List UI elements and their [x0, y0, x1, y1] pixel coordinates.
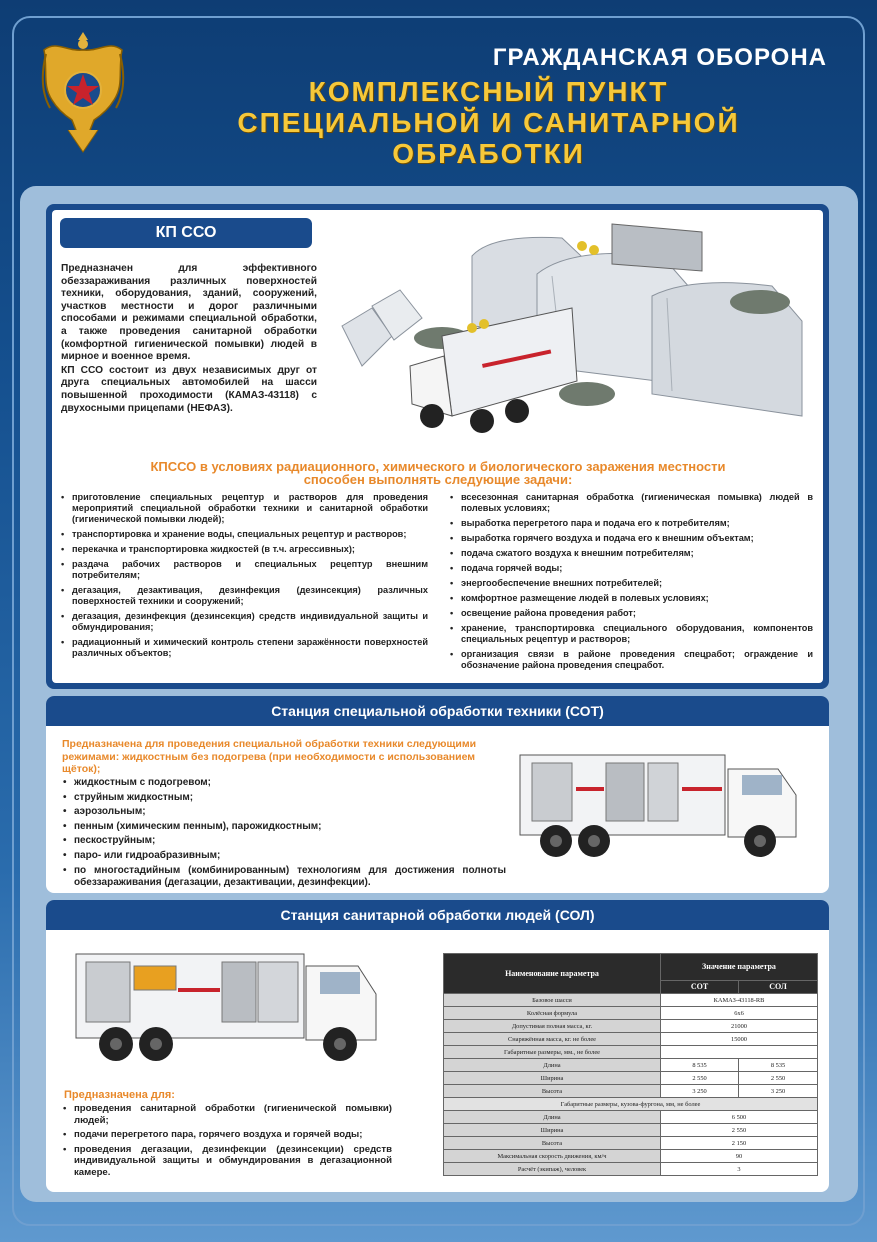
table-row — [444, 1150, 818, 1163]
col-sot-header: СОТ — [661, 980, 739, 993]
intro-paragraph-1: Предназначен для эффективного обеззараживания различных поверхностей техники, оборудования, зданий, сооружений, участков местности и дорог различными способами и режимами специальной обработки, а также проведения санитарной обработки (комфортной гигиенической помывки) людей в мирное и военное время. — [61, 263, 317, 363]
param-value — [661, 1046, 818, 1059]
list-item: • проведения дегазации, дезинфекции (дезинсекции) средств индивидуальной защиты и обмундирования в дегазационной камере. — [62, 1144, 392, 1179]
param-name: Высота — [444, 1137, 661, 1150]
col-sol-header: СОЛ — [739, 980, 818, 993]
param-value-sot: 3 250 — [661, 1085, 739, 1098]
param-name: Расчёт (экипаж), человек — [444, 1163, 661, 1176]
table-row — [444, 1020, 818, 1033]
sol-purpose-list — [62, 1103, 392, 1182]
list-item: • струйным жидкостным; — [62, 792, 506, 804]
list-item: • аэрозольным; — [62, 806, 506, 818]
list-item: • всесезонная санитарная обработка (гигиеническая помывка) людей в полевых условиях; — [449, 492, 813, 514]
tasks-list-left — [60, 492, 428, 663]
table-row — [444, 1046, 818, 1059]
intro-paragraph-2: КП ССО состоит из двух независимых друг от друга специальных автомобилей на шасси повышенной проходимости (КАМАЗ-43118) с двухосными прицепами (НЕФАЗ). — [61, 364, 317, 414]
list-item: • перекачка и транспортировка жидкостей (в т.ч. агрессивных); — [60, 544, 428, 555]
table-row — [444, 1033, 818, 1046]
group-name: Габаритные размеры, кузова-фургона, мм, не более — [444, 1098, 818, 1111]
col-name-header: Наименование параметра — [444, 954, 661, 994]
param-value-sol: 3 250 — [739, 1085, 818, 1098]
main-title-line1: КОМПЛЕКСНЫЙ ПУНКТ — [308, 76, 669, 107]
main-title-line2: СПЕЦИАЛЬНОЙ И САНИТАРНОЙ ОБРАБОТКИ — [237, 107, 740, 169]
table-row — [444, 1072, 818, 1085]
kpsso-label: КП ССО — [60, 218, 312, 248]
table-row — [444, 1163, 818, 1176]
list-item: • радиационный и химический контроль степени заражённости поверхностей различных объектов; — [60, 637, 428, 659]
param-value-sol: 8 535 — [739, 1059, 818, 1072]
param-name: Длина — [444, 1059, 661, 1072]
sol-truck-image — [72, 944, 382, 1066]
param-value: 2 550 — [661, 1124, 818, 1137]
table-group-row — [444, 1098, 818, 1111]
param-name: Габаритные размеры, мм., не более — [444, 1046, 661, 1059]
param-value: КАМАЗ-43118-RB — [661, 994, 818, 1007]
param-name: Максимальная скорость движения, км/ч — [444, 1150, 661, 1163]
kpsso-deployment-illustration — [332, 216, 818, 442]
list-item: • пескоструйным; — [62, 835, 506, 847]
list-item: • паро- или гидроабразивным; — [62, 850, 506, 862]
list-item: • жидкостным с подогревом; — [62, 777, 506, 789]
table-row — [444, 1007, 818, 1020]
list-item: • по многостадийным (комбинированным) технологиям для достижения полноты обеззараживания (дегазации, дезактивации, дезинфекции). — [62, 865, 506, 889]
param-value: 6 500 — [661, 1111, 818, 1124]
param-value: 3 — [661, 1163, 818, 1176]
table-row — [444, 1059, 818, 1072]
param-value: 6х6 — [661, 1007, 818, 1020]
list-item: • дегазация, дезинфекция (дезинсекция) средств индивидуальной защиты и обмундирования; — [60, 611, 428, 633]
list-item: • подачи перегретого пара, горячего воздуха и горячей воды; — [62, 1129, 392, 1141]
list-item: • дегазация, дезактивация, дезинфекция (дезинсекция) различных поверхностей техники и сооружений; — [60, 585, 428, 607]
table-row — [444, 1124, 818, 1137]
table-row — [444, 1085, 818, 1098]
tasks-heading-line2: способен выполнять следующие задачи: — [303, 472, 573, 487]
param-name: Базовое шасси — [444, 994, 661, 1007]
table-row — [444, 994, 818, 1007]
list-item: • проведения санитарной обработки (гигиенической помывки) людей; — [62, 1103, 392, 1126]
param-value-sot: 8 535 — [661, 1059, 739, 1072]
list-item: • энергообеспечение внешних потребителей; — [449, 578, 813, 589]
param-name: Колёсная формула — [444, 1007, 661, 1020]
header-top-title: ГРАЖДАНСКАЯ ОБОРОНА — [492, 44, 827, 71]
param-name: Ширина — [444, 1124, 661, 1137]
param-name: Длина — [444, 1111, 661, 1124]
sot-lead-text: Предназначена для проведения специальной обработки техники следующими режимами: жидкостным без подогрева (при необходимости с использованием щёток); — [62, 738, 477, 775]
sot-modes-list — [62, 777, 506, 891]
list-item: • комфортное размещение людей в полевых условиях; — [449, 593, 813, 604]
kpsso-tasks-heading — [60, 460, 816, 486]
list-item: • хранение, транспортировка специального оборудования, компонентов специальных рецептур и растворов; — [449, 623, 813, 645]
param-value-sot: 2 550 — [661, 1072, 739, 1085]
kpsso-intro — [61, 263, 317, 416]
param-name: Снаряжённая масса, кг. не более — [444, 1033, 661, 1046]
list-item: • организация связи в районе проведения спецработ; ограждение и обозначение района проведения спецработ. — [449, 649, 813, 671]
list-item: • освещение района проведения работ; — [449, 608, 813, 619]
sot-panel-title: Станция специальной обработки техники (СОТ) — [46, 696, 829, 726]
list-item: • транспортировка и хранение воды, специальных рецептур и растворов; — [60, 529, 428, 540]
list-item: • выработка перегретого пара и подача его к потребителям; — [449, 518, 813, 529]
list-item: • приготовление специальных рецептур и растворов для проведения мероприятий специальной обработки техники и санитарной обработки (гигиенической помывки людей); — [60, 492, 428, 525]
tasks-list-right — [449, 492, 813, 675]
list-item: • раздача рабочих растворов и специальных рецептур внешним потребителям; — [60, 559, 428, 581]
table-header-row — [444, 954, 818, 981]
param-name: Допустимая полная масса, кг. — [444, 1020, 661, 1033]
table-row — [444, 1137, 818, 1150]
list-item: • выработка горячего воздуха и подача его к внешним объектам; — [449, 533, 813, 544]
sol-panel-title: Станция санитарной обработки людей (СОЛ) — [46, 900, 829, 930]
double-headed-eagle-emblem-icon — [38, 30, 128, 154]
param-name: Ширина — [444, 1072, 661, 1085]
param-value: 2 150 — [661, 1137, 818, 1150]
sot-truck-image — [516, 745, 804, 863]
header-main-title — [140, 76, 837, 169]
param-value-sol: 2 550 — [739, 1072, 818, 1085]
tasks-heading-line1: КПССО в условиях радиационного, химического и биологического заражения местности — [150, 459, 726, 474]
table-row — [444, 1111, 818, 1124]
param-value: 15000 — [661, 1033, 818, 1046]
list-item: • пенным (химическим пенным), парожидкостным; — [62, 821, 506, 833]
sol-lead-text: Предназначена для: — [64, 1089, 175, 1101]
param-value: 21000 — [661, 1020, 818, 1033]
param-name: Высота — [444, 1085, 661, 1098]
specifications-table — [443, 953, 818, 1176]
list-item: • подача горячей воды; — [449, 563, 813, 574]
list-item: • подача сжатого воздуха к внешним потребителям; — [449, 548, 813, 559]
col-value-header: Значение параметра — [661, 954, 818, 981]
param-value: 90 — [661, 1150, 818, 1163]
